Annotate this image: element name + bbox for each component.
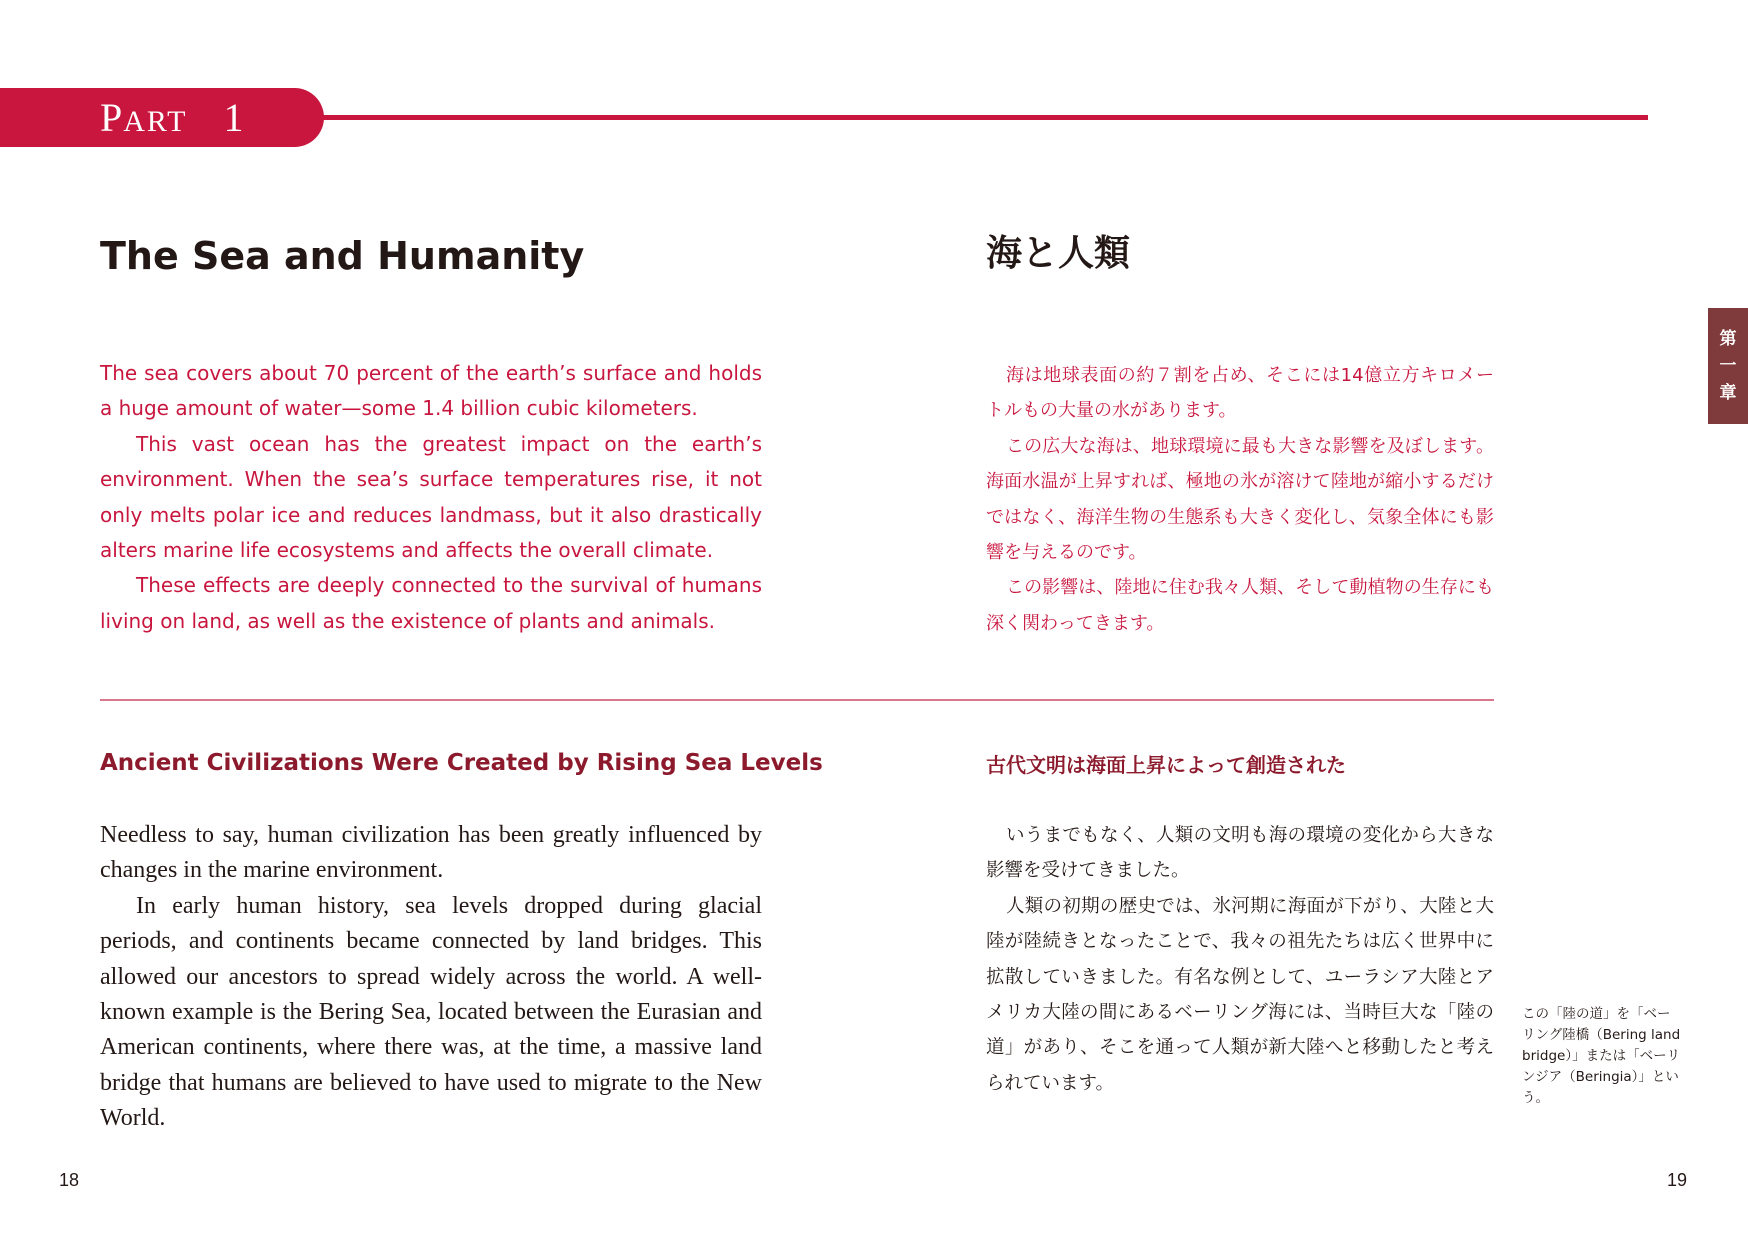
body-ja [986,818,1494,1101]
page-number-left: 18 [59,1170,80,1190]
part-rule [320,115,1648,120]
body-en-paragraph: Needless to say, human civilization has been greatly influenced by changes in the marine environment. [100,822,762,884]
intro-en-paragraph: These effects are deeply connected to the survival of humans living on land, as well as the existence of plants and animals. [100,573,762,633]
body-ja-paragraph: いうまでもなく、人類の文明も海の環境の変化から大きな影響を受けてきました。 [986,825,1494,882]
chapter-tab-char: 一 [1719,355,1737,376]
chapter-tab [1708,308,1748,424]
intro-ja-paragraph: この影響は、陸地に住む我々人類、そして動植物の生存にも深く関わってきます。 [986,577,1494,634]
intro-en-paragraph: The sea covers about 70 percent of the earth’s surface and holds a huge amount of water—some 1.4 billion cubic kilometers. [100,361,762,421]
part-label [100,96,244,144]
page-number-right: 19 [1667,1170,1688,1190]
side-note: この「陸の道」を「ベーリング陸橋（Bering land bridge）」または「ベーリンジア（Beringia）」という。 [1522,1006,1681,1106]
part-number: 1 [223,95,245,140]
body-ja-paragraph: 人類の初期の歴史では、氷河期に海面が下がり、大陸と大陸が陸続きとなったことで、我々の祖先たちは広く世界中に拡散していきました。有名な例として、ユーラシア大陸とアメリカ大陸の間にあるベーリング海には、当時巨大な「陸の道」があり、そこを通って人類が新大陸へと移動したと考えられています。 [986,895,1494,1094]
body-en [100,818,762,1137]
intro-ja-paragraph: この広大な海は、地球環境に最も大きな影響を及ぼします。海面水温が上昇すれば、極地の氷が溶けて陸地が縮小するだけではなく、海洋生物の生態系も大きく変化し、気象全体にも影響を与えるのです。 [986,435,1494,564]
page-title-en: The Sea and Humanity [100,234,585,278]
chapter-tab-char: 第 [1719,328,1737,349]
body-en-paragraph: In early human history, sea levels dropped during glacial periods, and continents became connected by land bridges. This allowed our ancestors to spread widely across the world. A well-known example is the Bering Sea, located between the Eurasian and American continents, where there was, at the time, a massive land bridge that humans are believed to have used to migrate to the New World. [100,892,762,1132]
section-subtitle-en: Ancient Civilizations Were Created by Rising Sea Levels [100,750,823,776]
section-subtitle-ja: 古代文明は海面上昇によって創造された [986,753,1346,777]
page-title-ja: 海と人類 [986,233,1131,274]
chapter-tab-char: 章 [1719,382,1737,403]
part-label-smallcaps: ART [123,105,188,138]
intro-ja-paragraph: 海は地球表面の約７割を占め、そこには14億立方キロメートルもの大量の水があります。 [986,365,1494,422]
part-label-cap: P [100,95,124,140]
section-divider [100,699,1494,701]
intro-en [100,356,762,639]
intro-en-paragraph: This vast ocean has the greatest impact on the earth’s environment. When the sea’s surface temperatures rise, it not only melts polar ice and reduces landmass, but it also drastically alters marine life ecosystems and affects the overall climate. [100,431,762,563]
intro-ja [986,358,1494,641]
